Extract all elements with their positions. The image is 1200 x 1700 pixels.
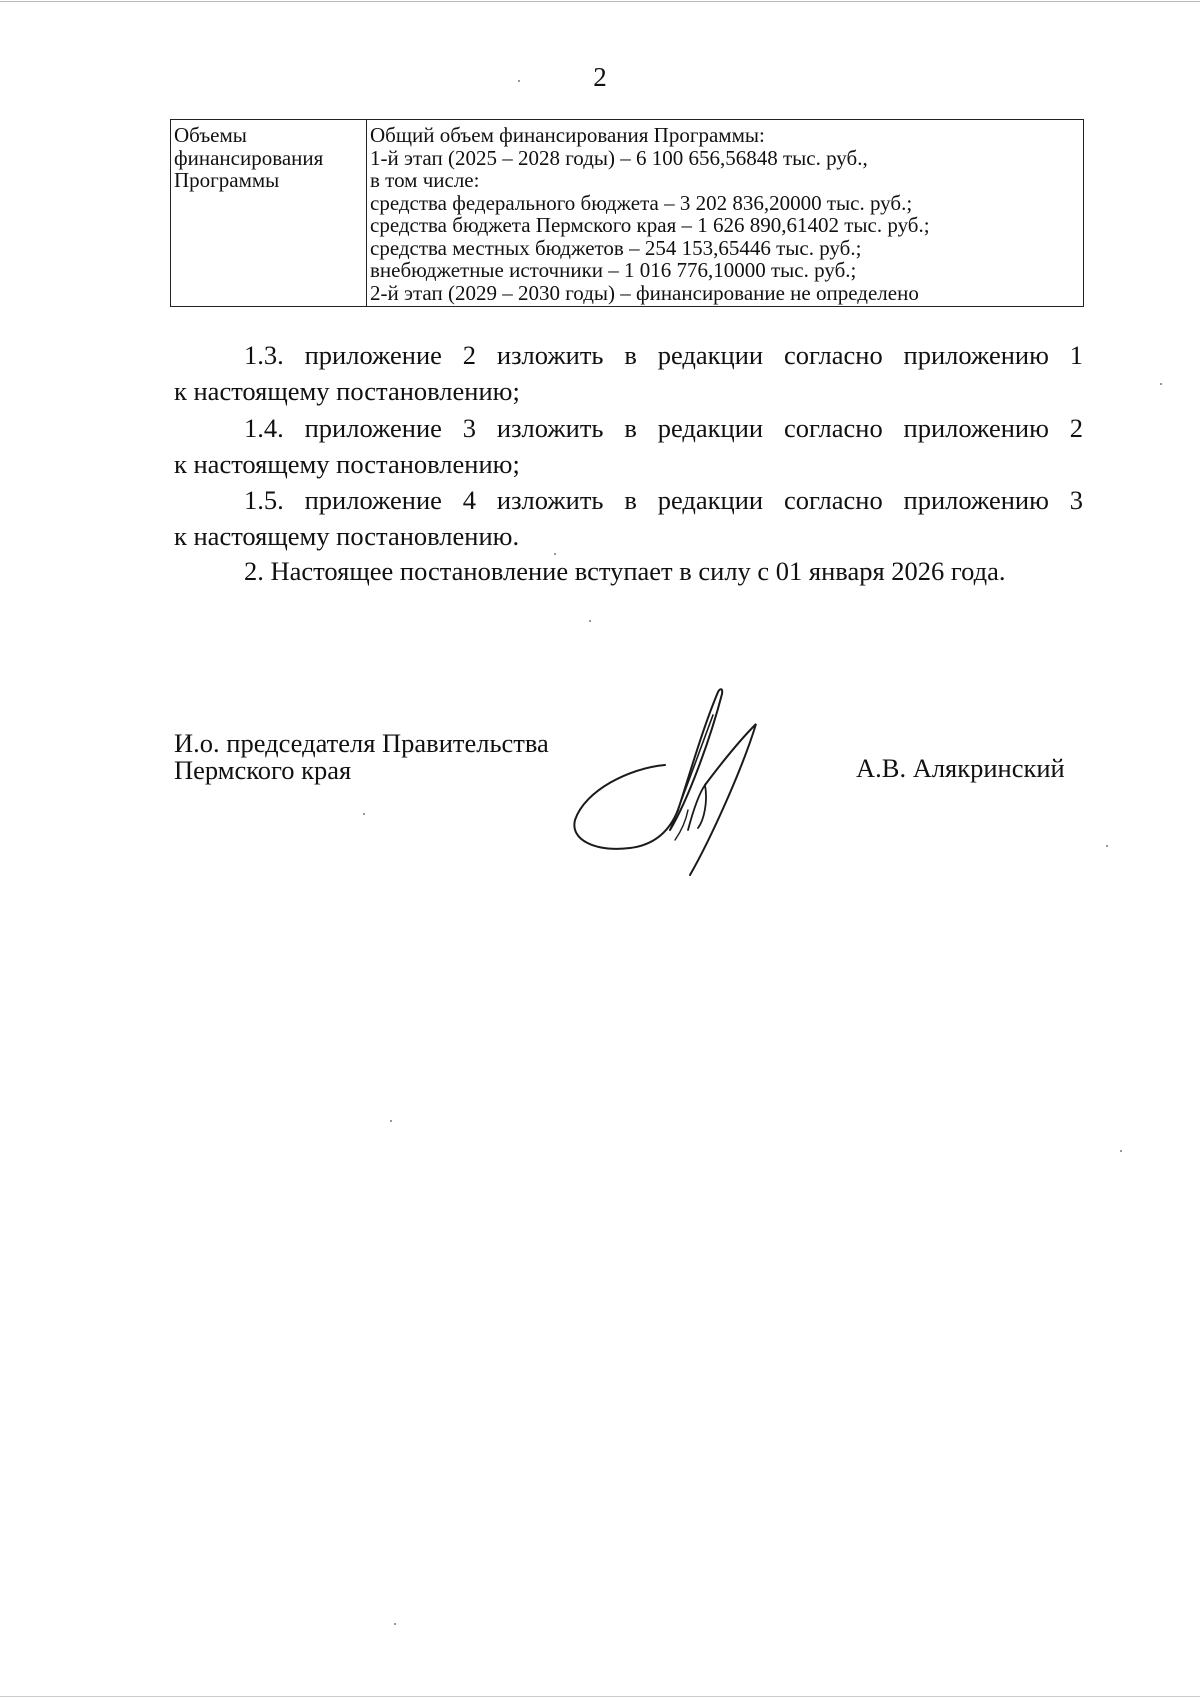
clause-second-line: к настоящему постановлению. (174, 521, 520, 551)
financing-value-cell (367, 120, 1084, 307)
scan-speck (554, 553, 556, 555)
signer-title-line: Пермского края (174, 755, 352, 785)
financing-label-cell (171, 120, 367, 307)
page-number: 2 (593, 62, 607, 92)
scan-top-edge (0, 1, 1200, 2)
scan-speck (1106, 845, 1108, 847)
scan-speck (589, 620, 591, 622)
signer-title (174, 730, 549, 784)
clause-second-line: к настоящему постановлению; (174, 449, 520, 479)
scan-speck (394, 1623, 396, 1625)
value-line: внебюджетные источники – 1 016 776,10000 тыс. руб.; (370, 258, 857, 282)
value-line: 2-й этап (2029 – 2030 годы) – финансирование не определено (370, 280, 919, 305)
handwritten-signature (570, 680, 810, 890)
value-line: Общий объем финансирования Программы: (370, 123, 765, 147)
clause-1-3 (174, 337, 1083, 409)
signer-title-line: И.о. председателя Правительства (174, 728, 549, 758)
label-line: Программы (174, 168, 280, 192)
scan-bottom-edge (0, 1696, 1200, 1697)
value-line: 1-й этап (2025 – 2028 годы) – 6 100 656,56848 тыс. руб., (370, 145, 868, 170)
label-line: финансирования (174, 145, 324, 170)
scan-speck (390, 1120, 392, 1122)
financing-table (170, 119, 1084, 307)
scan-speck (1160, 383, 1162, 385)
clause-second-line: к настоящему постановлению; (174, 376, 520, 406)
clause-1-4 (174, 410, 1083, 482)
signer-name: А.В. Алякринский (856, 753, 1065, 783)
value-line: средства федерального бюджета – 3 202 836,20000 тыс. руб.; (370, 190, 913, 215)
scan-speck (518, 80, 520, 82)
clause-1-5 (174, 482, 1083, 554)
value-line: средства местных бюджетов – 254 153,65446 тыс. руб.; (370, 235, 862, 260)
value-line: в том числе: (370, 168, 480, 192)
label-line: Объемы (174, 123, 247, 147)
scan-speck (1120, 1150, 1122, 1152)
table-row (171, 120, 1084, 307)
value-line: средства бюджета Пермского края – 1 626 890,61402 тыс. руб.; (370, 213, 930, 237)
clause-first-line: 1.3. приложение 2 изложить в редакции согласно приложению 1 (244, 340, 1083, 370)
scan-speck (363, 813, 365, 815)
clause-first-line: 1.4. приложение 3 изложить в редакции согласно приложению 2 (244, 413, 1083, 443)
clause-2-effective-date: 2. Настоящее постановление вступает в силу с 01 января 2026 года. (244, 556, 1006, 586)
clause-first-line: 1.5. приложение 4 изложить в редакции согласно приложению 3 (244, 485, 1083, 515)
